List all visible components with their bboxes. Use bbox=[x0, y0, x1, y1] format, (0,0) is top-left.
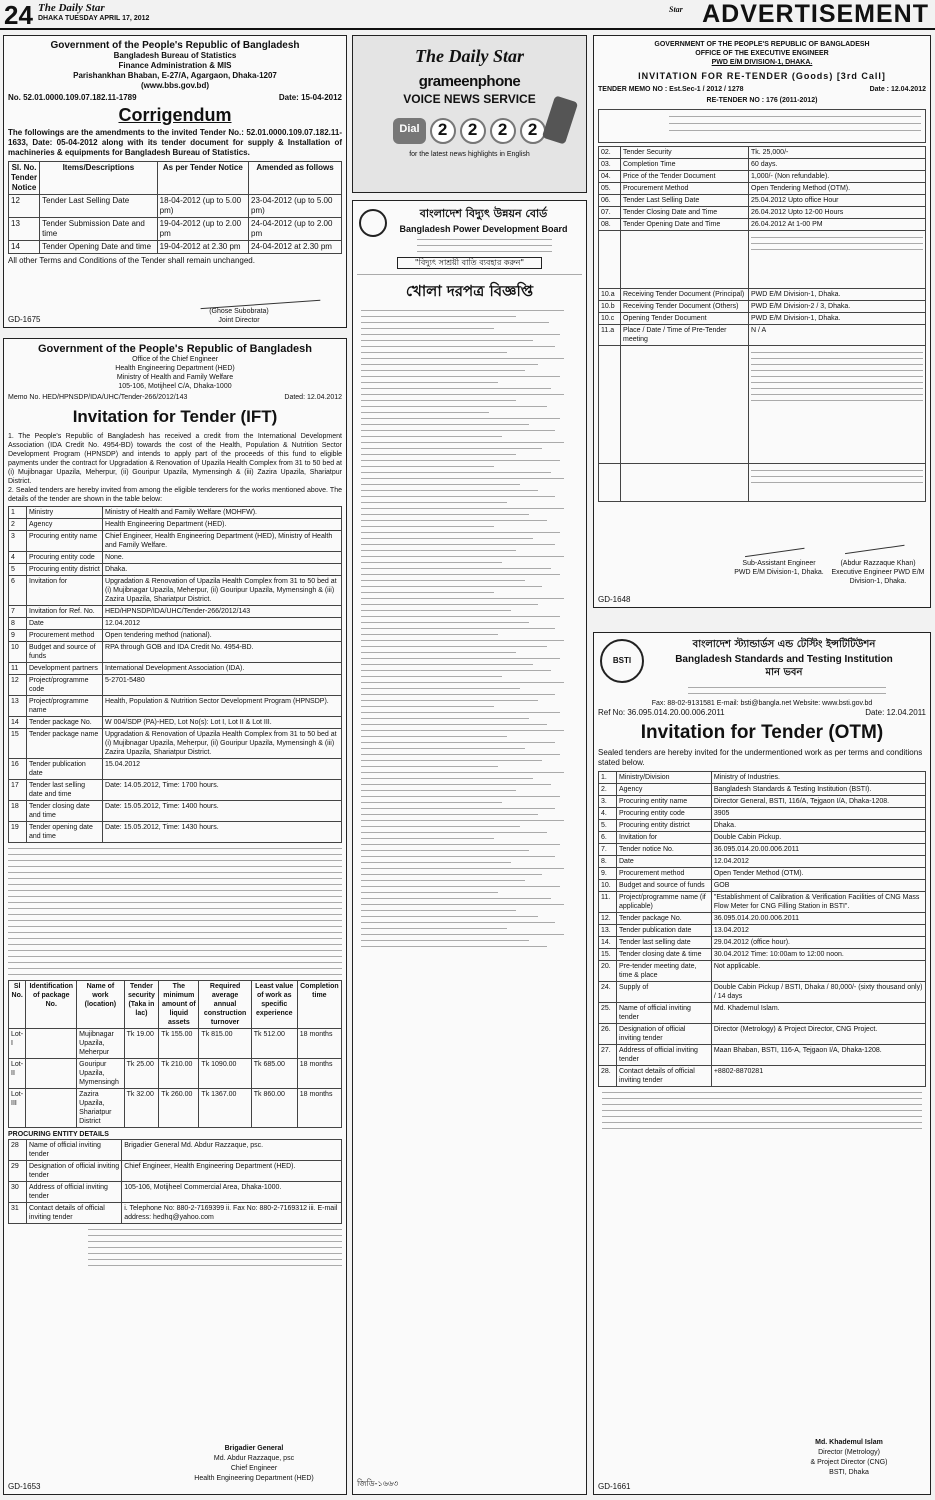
table-row: 18 Tender closing date and time Date: 15.05.2012, Time: 1400 hours. bbox=[9, 801, 342, 822]
ds-service: VOICE NEWS SERVICE bbox=[403, 92, 536, 106]
table-row: 3. Procuring entity name Director General, BSTI, 116/A, Tejgaon I/A, Dhaka-1208. bbox=[599, 796, 926, 808]
bpdb-title: খোলা দরপত্র বিজ্ঞপ্তি bbox=[405, 282, 534, 300]
bsti-fax: Fax: 88-02-9131581 E-mail: bsti@bangla.net Website: www.bsti.gov.bd bbox=[651, 700, 873, 707]
bsti-intro: Sealed tenders are hereby invited for the undermentioned work as per terms and conditions stated below. bbox=[598, 748, 923, 767]
table-row: 19 Tender opening date and time Date: 15.05.2012, Time: 1430 hours. bbox=[9, 822, 342, 843]
pwd-retender-ad bbox=[593, 35, 931, 608]
bpdb-slogan: "বিদ্যুৎ সাশ্রয়ী বাতি ব্যবহার করুন" bbox=[397, 257, 542, 269]
dial-digit: 2 bbox=[430, 118, 456, 144]
dial-label: Dial bbox=[393, 118, 425, 144]
table-row: 10.a Receiving Tender Document (Principal) PWD E/M Division-1, Dhaka. bbox=[599, 289, 926, 301]
ad-code: জিডি-১৬৬৩ bbox=[357, 1479, 399, 1488]
ds-telco: grameenphone bbox=[418, 73, 521, 90]
bsti-address-lines bbox=[688, 687, 886, 694]
dial-digit: 2 bbox=[520, 118, 546, 144]
bsti-bn-name: বাংলাদেশ স্ট্যান্ডার্ডস এন্ড টেস্টিং ইন্সটিটিউশন bbox=[692, 639, 876, 650]
table-row: 24. Supply of Double Cabin Pickup / BSTI, Dhaka / 80,000/- (sixty thousand only) / 14 days bbox=[599, 982, 926, 1003]
table-row: 11.a Place / Date / Time of Pre-Tender meeting N / A bbox=[599, 325, 926, 346]
table-row: 2 Agency Health Engineering Department (HED). bbox=[9, 519, 342, 531]
table-row: 4 Procuring entity code None. bbox=[9, 552, 342, 564]
bbs-sig-name: (Ghose Subobrata) bbox=[209, 308, 269, 315]
bsti-logo bbox=[600, 639, 644, 683]
table-row: 06. Tender Last Selling Date 25.04.2012 Upto office Hour bbox=[599, 195, 926, 207]
table-row: 10 Budget and source of funds RPA through GOB and IDA Credit No. 4954-BD. bbox=[9, 642, 342, 663]
bbs-memo: No. 52.01.0000.109.07.182.11-1789 bbox=[8, 93, 137, 102]
pwd-govt: GOVERNMENT OF THE PEOPLE'S REPUBLIC OF BANGLADESH bbox=[654, 41, 870, 48]
table-row: 15 Tender package name Upgradation & Renovation of Upazila Health Complex from 31 to 50 bed at (i) Mujibnagar Upazila, Meherpur, (ii) Gouripur Upazila, Mymensingh & (iii) Zazira Upazila, Shariatpur District. bbox=[9, 729, 342, 759]
bbs-date: Date: 15-04-2012 bbox=[278, 93, 342, 102]
col-header: Name of work (location) bbox=[77, 981, 124, 1029]
table-row: 13 Tender Submission Date and time 19-04-2012 (up to 2.00 pm 24-04-2012 (up to 2.00 pm bbox=[9, 218, 342, 241]
bsti-logo-text: BSTI bbox=[612, 656, 632, 665]
hed-lots-table bbox=[8, 980, 342, 1128]
voice-news-ad bbox=[352, 35, 587, 193]
ds-brand: The Daily Star bbox=[414, 46, 524, 66]
bsti-ref: Ref No: 36.095.014.20.00.006.2011 bbox=[598, 708, 725, 717]
pwd-date: Date : 12.04.2012 bbox=[869, 86, 926, 93]
bpdb-memo-line bbox=[357, 274, 582, 275]
ad-code: GD-1648 bbox=[598, 595, 631, 604]
col-header: Identification of package No. bbox=[26, 981, 77, 1029]
table-row: 10.b Receiving Tender Document (Others) PWD E/M Division-2 / 3, Dhaka. bbox=[599, 301, 926, 313]
ad-code: GD-1661 bbox=[598, 1482, 631, 1491]
bbs-address: Parishankhan Bhaban, E-27/A, Agargaon, Dhaka-1207 bbox=[73, 71, 277, 80]
hed-office: Office of the Chief Engineer bbox=[132, 356, 218, 363]
table-row: 3 Procuring entity name Chief Engineer, Health Engineering Department (HED), Ministry of Health and Family Welfare. bbox=[9, 531, 342, 552]
col-header: The minimum amount of liquid assets bbox=[159, 981, 199, 1029]
hed-govt: Government of the People's Republic of Bangladesh bbox=[38, 343, 312, 355]
hed-title: Invitation for Tender (IFT) bbox=[72, 407, 278, 426]
bbs-corrigendum-ad bbox=[3, 35, 347, 328]
pwd-title: INVITATION FOR RE-TENDER (Goods) [3rd Call] bbox=[638, 71, 886, 81]
table-row: 03. Completion Time 60 days. bbox=[599, 159, 926, 171]
bsti-bn-sub: মান ভবন bbox=[765, 667, 803, 678]
table-row: 13 Project/programme name Health, Population & Nutrition Sector Development Program (HPNSDP). bbox=[9, 696, 342, 717]
bsti-instructions bbox=[602, 1092, 922, 1129]
table-row: 31 Contact details of official inviting tender i. Telephone No: 880-2-7169399 ii. Fax No: 880-2-7169312 iii. E-mail address: hedhq@yahoo.com bbox=[9, 1203, 342, 1224]
col-header: Completion time bbox=[297, 981, 341, 1029]
hed-intro-2: 2. Sealed tenders are hereby invited from among the eligible tenderers for the works mentioned above. The details of the tender are shown in the table below: bbox=[8, 487, 342, 503]
table-row: 1 Ministry Ministry of Health and Family Welfare (MOHFW). bbox=[9, 507, 342, 519]
table-row: 11 Development partners International Development Association (IDA). bbox=[9, 663, 342, 675]
bbs-sig-title: Joint Director bbox=[218, 317, 260, 324]
bpdb-address-lines bbox=[417, 239, 552, 252]
bbs-name: Bangladesh Bureau of Statistics bbox=[113, 51, 237, 60]
bsti-title: Invitation for Tender (OTM) bbox=[640, 722, 884, 743]
bsti-sig-3: & Project Director (CNG) bbox=[810, 1459, 888, 1466]
col-header: Least value of work as specific experience bbox=[251, 981, 297, 1029]
table-row: 12. Tender package No. 36.095.014.20.00.006.2011 bbox=[599, 913, 926, 925]
signature bbox=[200, 287, 321, 309]
bbs-dept: Finance Administration & MIS bbox=[118, 61, 232, 70]
bsti-sig-2: Director (Metrology) bbox=[818, 1449, 880, 1456]
table-row: 25. Name of official inviting tender Md. Khademul Islam. bbox=[599, 1003, 926, 1024]
hed-section-heading: PROCURING ENTITY DETAILS bbox=[8, 1131, 109, 1138]
table-row: 9. Procurement method Open Tender Method (OTM). bbox=[599, 868, 926, 880]
dateline: DHAKA TUESDAY APRIL 17, 2012 bbox=[38, 15, 150, 22]
bsti-sig-4: BSTI, Dhaka bbox=[829, 1469, 869, 1476]
col-header: Items/Descriptions bbox=[40, 162, 158, 195]
hed-sig-4: Health Engineering Department (HED) bbox=[194, 1475, 314, 1482]
masthead: The Daily Star bbox=[38, 2, 105, 14]
bbs-footer: All other Terms and Conditions of the Tender shall remain unchanged. bbox=[8, 256, 255, 265]
table-row: 1. Ministry/Division Ministry of Industries. bbox=[599, 772, 926, 784]
col-header: As per Tender Notice bbox=[157, 162, 248, 195]
hed-sig-2: Md. Abdur Razzaque, psc bbox=[213, 1455, 295, 1462]
pwd-invitation-block bbox=[598, 109, 926, 143]
hed-details-table bbox=[8, 506, 342, 843]
table-row: 9 Procurement method Open tendering method (national). bbox=[9, 630, 342, 642]
signature bbox=[843, 534, 904, 554]
hed-date: Dated: 12.04.2012 bbox=[284, 394, 342, 401]
col-header: Required average annual construction turnover bbox=[199, 981, 251, 1029]
ad-code: GD-1653 bbox=[8, 1482, 41, 1491]
pwd-division: PWD E/M DIVISION-1, DHAKA. bbox=[711, 59, 813, 66]
dial-digit: 2 bbox=[460, 118, 486, 144]
hed-memo: Memo No. HED/HPNSDP/IDA/UHC/Tender-266/2012/143 bbox=[8, 394, 188, 401]
table-row: 26. Designation of official inviting tender Director (Metrology) & Project Director, CNG Project. bbox=[599, 1024, 926, 1045]
table-row: 28. Contact details of official inviting tender +8802-8870281 bbox=[599, 1066, 926, 1087]
hed-more-rows bbox=[8, 848, 342, 975]
hed-ministry: Ministry of Health and Family Welfare bbox=[116, 374, 234, 381]
table-row: 8. Date 12.04.2012 bbox=[599, 856, 926, 868]
table-row: 6 Invitation for Upgradation & Renovation of Upazila Health Complex from 31 to 50 bed at (i) Mujibnagar Upazila, Meherpur, (ii) Gouripur Upazila, Mymensingh & (iii) Zazira Upazila, Shariatpur District. bbox=[9, 576, 342, 606]
bbs-website: (www.bbs.gov.bd) bbox=[141, 81, 209, 90]
table-row: 20. Pre-tender meeting date, time & place Not applicable. bbox=[599, 961, 926, 982]
table-row: 13. Tender publication date 13.04.2012 bbox=[599, 925, 926, 937]
table-row: 04. Price of the Tender Document 1,000/- (Non refundable). bbox=[599, 171, 926, 183]
hed-address: 105-106, Motijheel C/A, Dhaka-1000 bbox=[118, 383, 232, 390]
table-row: 2. Agency Bangladesh Standards & Testing Institution (BSTI). bbox=[599, 784, 926, 796]
section-mark: Star bbox=[669, 5, 683, 14]
bbs-body: The followings are the amendments to the invited Tender No.: 52.01.0000.109.07.182.11-1633, Date: 05-04-2012 along with its tender document for supply & Installation of machineries & equipments for Bangladesh Bureau of Statistics. bbox=[8, 128, 342, 157]
table-row: 12 Project/programme code 5-2701-5480 bbox=[9, 675, 342, 696]
table-row: Lot-III Zazira Upazila, Shariatpur District Tk 32.00 Tk 260.00 Tk 1367.00 Tk 860.00 18 months bbox=[9, 1089, 342, 1128]
table-row: 15. Tender closing date & time 30.04.2012 Time: 10:00am to 12:00 noon. bbox=[599, 949, 926, 961]
table-row: 14. Tender last selling date 29.04.2012 (office hour). bbox=[599, 937, 926, 949]
bpdb-en-name: Bangladesh Power Development Board bbox=[399, 224, 568, 234]
bpdb-body-lines bbox=[361, 310, 582, 947]
table-row: 28 Name of official inviting tender Brigadier General Md. Abdur Razzaque, psc. bbox=[9, 1140, 342, 1161]
bsti-otm-ad bbox=[593, 632, 931, 1495]
hed-sig-1: Brigadier General bbox=[224, 1445, 284, 1452]
bpdb-tender-ad bbox=[352, 200, 587, 1495]
hed-procuring-table bbox=[8, 1139, 342, 1224]
bsti-sig-1: Md. Khademul Islam bbox=[815, 1439, 883, 1446]
table-row: 4. Procuring entity code 3905 bbox=[599, 808, 926, 820]
table-row: 29 Designation of official inviting tender Chief Engineer, Health Engineering Department (HED). bbox=[9, 1161, 342, 1182]
table-row: 10. Budget and source of funds GOB bbox=[599, 880, 926, 892]
hed-dept: Health Engineering Department (HED) bbox=[115, 365, 235, 372]
bsti-en-name: Bangladesh Standards and Testing Institution bbox=[675, 654, 893, 665]
table-row bbox=[599, 231, 926, 289]
table-row: 17 Tender last selling date and time Date: 14.05.2012, Time: 1700 hours. bbox=[9, 780, 342, 801]
table-row: 30 Address of official inviting tender 105-106, Motijheel Commercial Area, Dhaka-1000. bbox=[9, 1182, 342, 1203]
table-row: 5 Procuring entity district Dhaka. bbox=[9, 564, 342, 576]
table-row: 27. Address of official inviting tender Maan Bhaban, BSTI, 116-A, Tejgaon I/A, Dhaka-1208. bbox=[599, 1045, 926, 1066]
pwd-office: OFFICE OF THE EXECUTIVE ENGINEER bbox=[695, 50, 829, 57]
pwd-sig-1: Sub-Assistant Engineer PWD E/M Division-1, Dhaka. bbox=[734, 560, 824, 576]
section-title: ADVERTISEMENT bbox=[702, 0, 929, 28]
bsti-table bbox=[598, 771, 926, 1087]
col-header: Sl. No. Tender Notice bbox=[9, 162, 40, 195]
table-row: Lot-II Gouripur Upazila, Mymensingh Tk 25.00 Tk 210.00 Tk 1090.00 Tk 685.00 18 months bbox=[9, 1059, 342, 1089]
table-row bbox=[599, 346, 926, 464]
col-header: Amended as follows bbox=[249, 162, 342, 195]
table-row bbox=[599, 464, 926, 502]
table-row: 11. Project/programme name (if applicable) "Establishment of Calibration & Verification Facilities of CNG Mass Flow Meter for CNG Filling Station in BSTI". bbox=[599, 892, 926, 913]
page-number: 24 bbox=[4, 0, 33, 30]
signature bbox=[743, 537, 804, 557]
ds-tagline: for the latest news highlights in English bbox=[409, 151, 530, 158]
hed-ift-ad bbox=[3, 338, 347, 1495]
bpdb-bn-name: বাংলাদেশ বিদ্যুৎ উন্নয়ন বোর্ড bbox=[419, 207, 548, 220]
hed-instructions bbox=[88, 1229, 342, 1266]
bbs-table bbox=[8, 161, 342, 254]
table-row: 8 Date 12.04.2012 bbox=[9, 618, 342, 630]
pwd-table bbox=[598, 146, 926, 502]
table-row: 05. Procurement Method Open Tendering Method (OTM). bbox=[599, 183, 926, 195]
table-row: 10.c Opening Tender Document PWD E/M Division-1, Dhaka. bbox=[599, 313, 926, 325]
ad-code: GD-1675 bbox=[8, 315, 41, 324]
table-row: 7 Invitation for Ref. No. HED/HPNSDP/IDA/UHC/Tender-266/2012/143 bbox=[9, 606, 342, 618]
table-row: 6. Invitation for Double Cabin Pickup. bbox=[599, 832, 926, 844]
bsti-date: Date: 12.04.2011 bbox=[865, 708, 926, 717]
table-row: 14 Tender package No. W 004/SDP (PA)-HED, Lot No(s): Lot I, Lot II & Lot III. bbox=[9, 717, 342, 729]
table-row: 07. Tender Closing Date and Time 26.04.2012 Upto 12-00 Hours bbox=[599, 207, 926, 219]
pwd-ref: RE-TENDER NO : 176 (2011-2012) bbox=[706, 97, 818, 104]
pwd-memo: TENDER MEMO NO : Est.Sec-1 / 2012 / 1278 bbox=[598, 86, 744, 93]
table-row: 08. Tender Opening Date and Time 26.04.2012 At 1-00 PM bbox=[599, 219, 926, 231]
table-row: 12 Tender Last Selling Date 18-04-2012 (up to 5.00 pm) 23-04-2012 (up to 5.00 pm) bbox=[9, 195, 342, 218]
pwd-sig-2: (Abdur Razzaque Khan) Executive Engineer PWD E/M Division-1, Dhaka. bbox=[831, 560, 925, 585]
bpdb-logo bbox=[359, 209, 387, 237]
table-row: 5. Procuring entity district Dhaka. bbox=[599, 820, 926, 832]
col-header: Tender security (Taka in lac) bbox=[124, 981, 159, 1029]
dial-digit: 2 bbox=[490, 118, 516, 144]
table-row: 7. Tender notice No. 36.095.014.20.00.006.2011 bbox=[599, 844, 926, 856]
col-header: Sl No. bbox=[9, 981, 26, 1029]
table-row: Lot-I Mujibnagar Upazila, Meherpur Tk 19.00 Tk 155.00 Tk 815.00 Tk 512.00 18 months bbox=[9, 1029, 342, 1059]
table-row: 14 Tender Opening Date and time 19-04-2012 at 2.30 pm 24-04-2012 at 2.30 pm bbox=[9, 241, 342, 254]
page-header bbox=[0, 0, 935, 30]
hed-sig-3: Chief Engineer bbox=[230, 1465, 278, 1472]
hed-intro: 1. The People's Republic of Bangladesh has received a credit from the International Development Association (IDA Credit No. 4954-BD) towards the cost of the Health, Population & Nutrition Sector Development Program (HPNSDP) and intends to apply part of the proceeds of this fund to eligible payments under the contract for Upgradation & Renovation of Upazila Health Complex from 31 to 50 bed at (i) Mujibnagar Upazila, Meherpur, (ii) Gouripur Upazila, Mymensingh & (iii) Zazira Upazila, Shariatpur District. bbox=[8, 433, 342, 485]
table-row: 16 Tender publication date 15.04.2012 bbox=[9, 759, 342, 780]
bbs-title: Corrigendum bbox=[118, 105, 232, 125]
table-row: 02. Tender Security Tk. 25,000/- bbox=[599, 147, 926, 159]
bbs-govt: Government of the People's Republic of Bangladesh bbox=[50, 40, 300, 51]
